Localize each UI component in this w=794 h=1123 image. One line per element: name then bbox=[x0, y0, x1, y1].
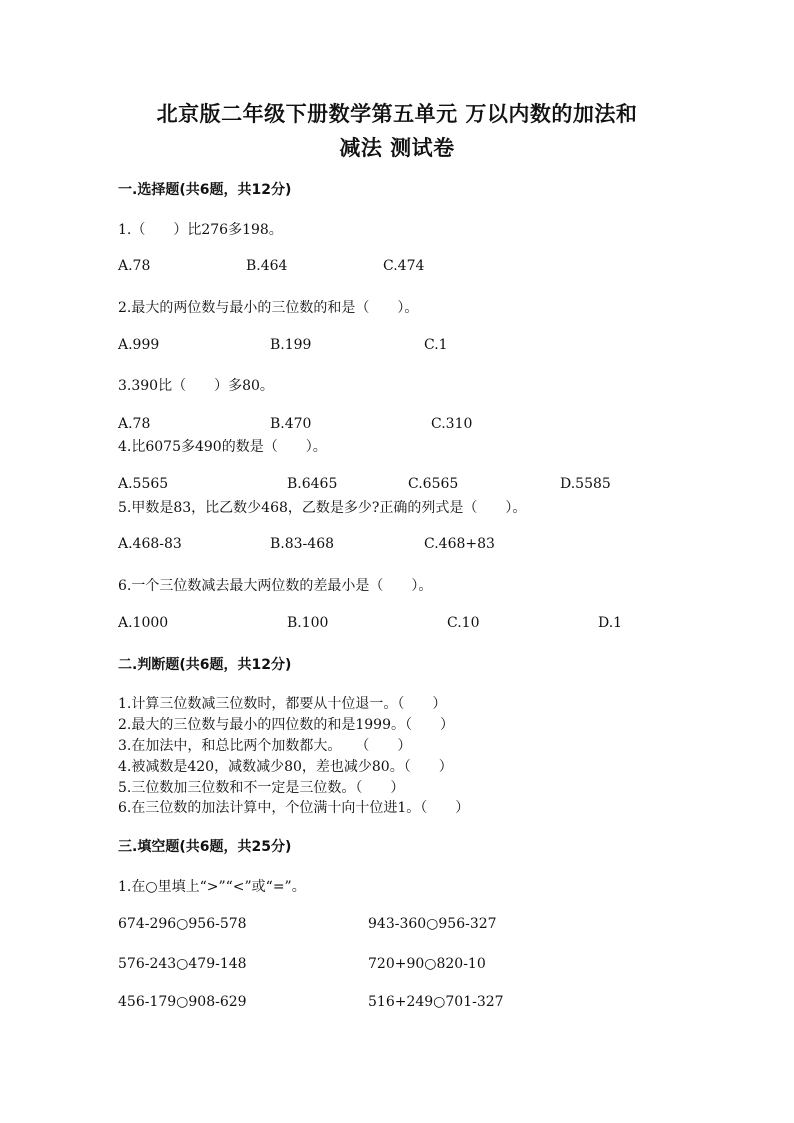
section-heading-choice: 一.选择题(共6题，共12分) bbox=[118, 182, 292, 198]
judge-question-6: 6.在三位数的加法计算中，个位满十向十位进1。（ ） bbox=[118, 800, 470, 816]
choice-3-option-b: B.470 bbox=[270, 416, 312, 432]
choice-5-option-b: B.83-468 bbox=[270, 536, 335, 552]
choice-6-option-d: D.1 bbox=[598, 615, 623, 631]
comparison-item: 456-179○908-629 bbox=[118, 994, 247, 1010]
comparison-item: 943-360○956-327 bbox=[368, 916, 497, 932]
choice-question-4: 4.比6075多490的数是（ ）。 bbox=[118, 439, 327, 455]
choice-3-option-a: A.78 bbox=[118, 416, 151, 432]
choice-question-5: 5.甲数是83，比乙数少468，乙数是多少?正确的列式是（ ）。 bbox=[118, 500, 527, 516]
choice-6-option-b: B.100 bbox=[287, 615, 329, 631]
choice-1-option-b: B.464 bbox=[246, 258, 288, 274]
choice-5-option-c: C.468+83 bbox=[424, 536, 495, 552]
fill-question-1: 1.在○里填上“>”“<”或“=”。 bbox=[118, 879, 306, 895]
choice-2-option-b: B.199 bbox=[270, 337, 312, 353]
section-heading-fill: 三.填空题(共6题，共25分) bbox=[118, 839, 292, 855]
choice-4-option-c: C.6565 bbox=[408, 476, 459, 492]
choice-question-3: 3.390比（ ）多80。 bbox=[118, 378, 274, 394]
choice-1-option-a: A.78 bbox=[118, 258, 151, 274]
choice-6-option-c: C.10 bbox=[447, 615, 480, 631]
comparison-item: 674-296○956-578 bbox=[118, 916, 247, 932]
choice-3-option-c: C.310 bbox=[431, 416, 473, 432]
choice-question-2: 2.最大的两位数与最小的三位数的和是（ ）。 bbox=[118, 300, 419, 316]
choice-5-option-a: A.468-83 bbox=[118, 536, 182, 552]
choice-2-option-c: C.1 bbox=[424, 337, 448, 353]
choice-6-option-a: A.1000 bbox=[118, 615, 169, 631]
judge-question-4: 4.被减数是420，减数减少80，差也减少80。（ ） bbox=[118, 759, 453, 775]
choice-1-option-c: C.474 bbox=[383, 258, 425, 274]
choice-question-6: 6.一个三位数减去最大两位数的差最小是（ ）。 bbox=[118, 578, 433, 594]
judge-question-5: 5.三位数加三位数和不一定是三位数。（ ） bbox=[118, 780, 405, 796]
comparison-item: 516+249○701-327 bbox=[368, 994, 504, 1010]
choice-4-option-b: B.6465 bbox=[287, 476, 338, 492]
choice-2-option-a: A.999 bbox=[118, 337, 160, 353]
section-heading-judge: 二.判断题(共6题，共12分) bbox=[118, 657, 292, 673]
choice-question-1: 1.（ ）比276多198。 bbox=[118, 222, 283, 238]
judge-question-1: 1.计算三位数减三位数时，都要从十位退一。（ ） bbox=[118, 696, 447, 712]
page-title-line1: 北京版二年级下册数学第五单元 万以内数的加法和 bbox=[156, 101, 638, 126]
judge-question-2: 2.最大的三位数与最小的四位数的和是1999。（ ） bbox=[118, 717, 454, 733]
comparison-item: 720+90○820-10 bbox=[368, 956, 486, 972]
comparison-item: 576-243○479-148 bbox=[118, 956, 247, 972]
choice-4-option-d: D.5585 bbox=[560, 476, 611, 492]
judge-question-3: 3.在加法中，和总比两个加数都大。 （ ） bbox=[118, 738, 412, 754]
choice-4-option-a: A.5565 bbox=[118, 476, 169, 492]
page-title-line2: 减法 测试卷 bbox=[339, 135, 455, 160]
